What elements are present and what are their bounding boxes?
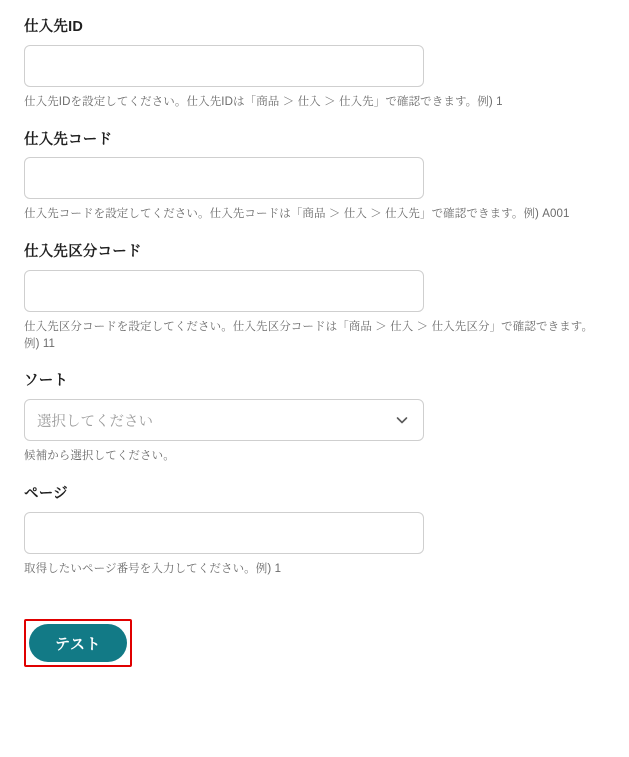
field-supplier-code: [24, 131, 605, 224]
field-sort: [24, 372, 605, 465]
sort-select[interactable]: [24, 399, 424, 441]
field-label: 仕入先ID: [24, 19, 83, 35]
test-button[interactable]: テスト: [29, 624, 127, 662]
field-label: 仕入先区分コード: [24, 244, 142, 261]
field-supplier-id: [24, 18, 605, 111]
field-label: ソート: [24, 373, 69, 390]
test-button-highlight: [24, 619, 132, 667]
field-label: ページ: [24, 485, 68, 502]
field-help-text: 取得したいページ番号を入力してください。例) 1: [24, 562, 282, 575]
page-input[interactable]: [24, 512, 424, 554]
supplier-division-code-input[interactable]: [24, 270, 424, 312]
field-help-text: 仕入先コードを設定してください。仕入先コードは「商品 ＞ 仕入 ＞ 仕入先」で確認できます。例) A001: [24, 208, 570, 221]
form-actions: [0, 597, 629, 667]
supplier-code-input[interactable]: [24, 157, 424, 199]
field-label: 仕入先コード: [24, 131, 113, 148]
field-help-text: 仕入先区分コードを設定してください。仕入先区分コードは「商品 ＞ 仕入 ＞ 仕入先区分」で確認できます。例) 11: [24, 320, 594, 350]
field-supplier-division-code: [24, 243, 605, 352]
field-help-text: 仕入先IDを設定してください。仕入先IDは「商品 ＞ 仕入 ＞ 仕入先」で確認できます。例) 1: [24, 95, 503, 108]
field-page: [24, 485, 605, 578]
supplier-id-input[interactable]: [24, 45, 424, 87]
sort-select-value[interactable]: 選択してください: [24, 399, 424, 441]
field-help-text: 候補から選択してください。: [24, 450, 175, 463]
